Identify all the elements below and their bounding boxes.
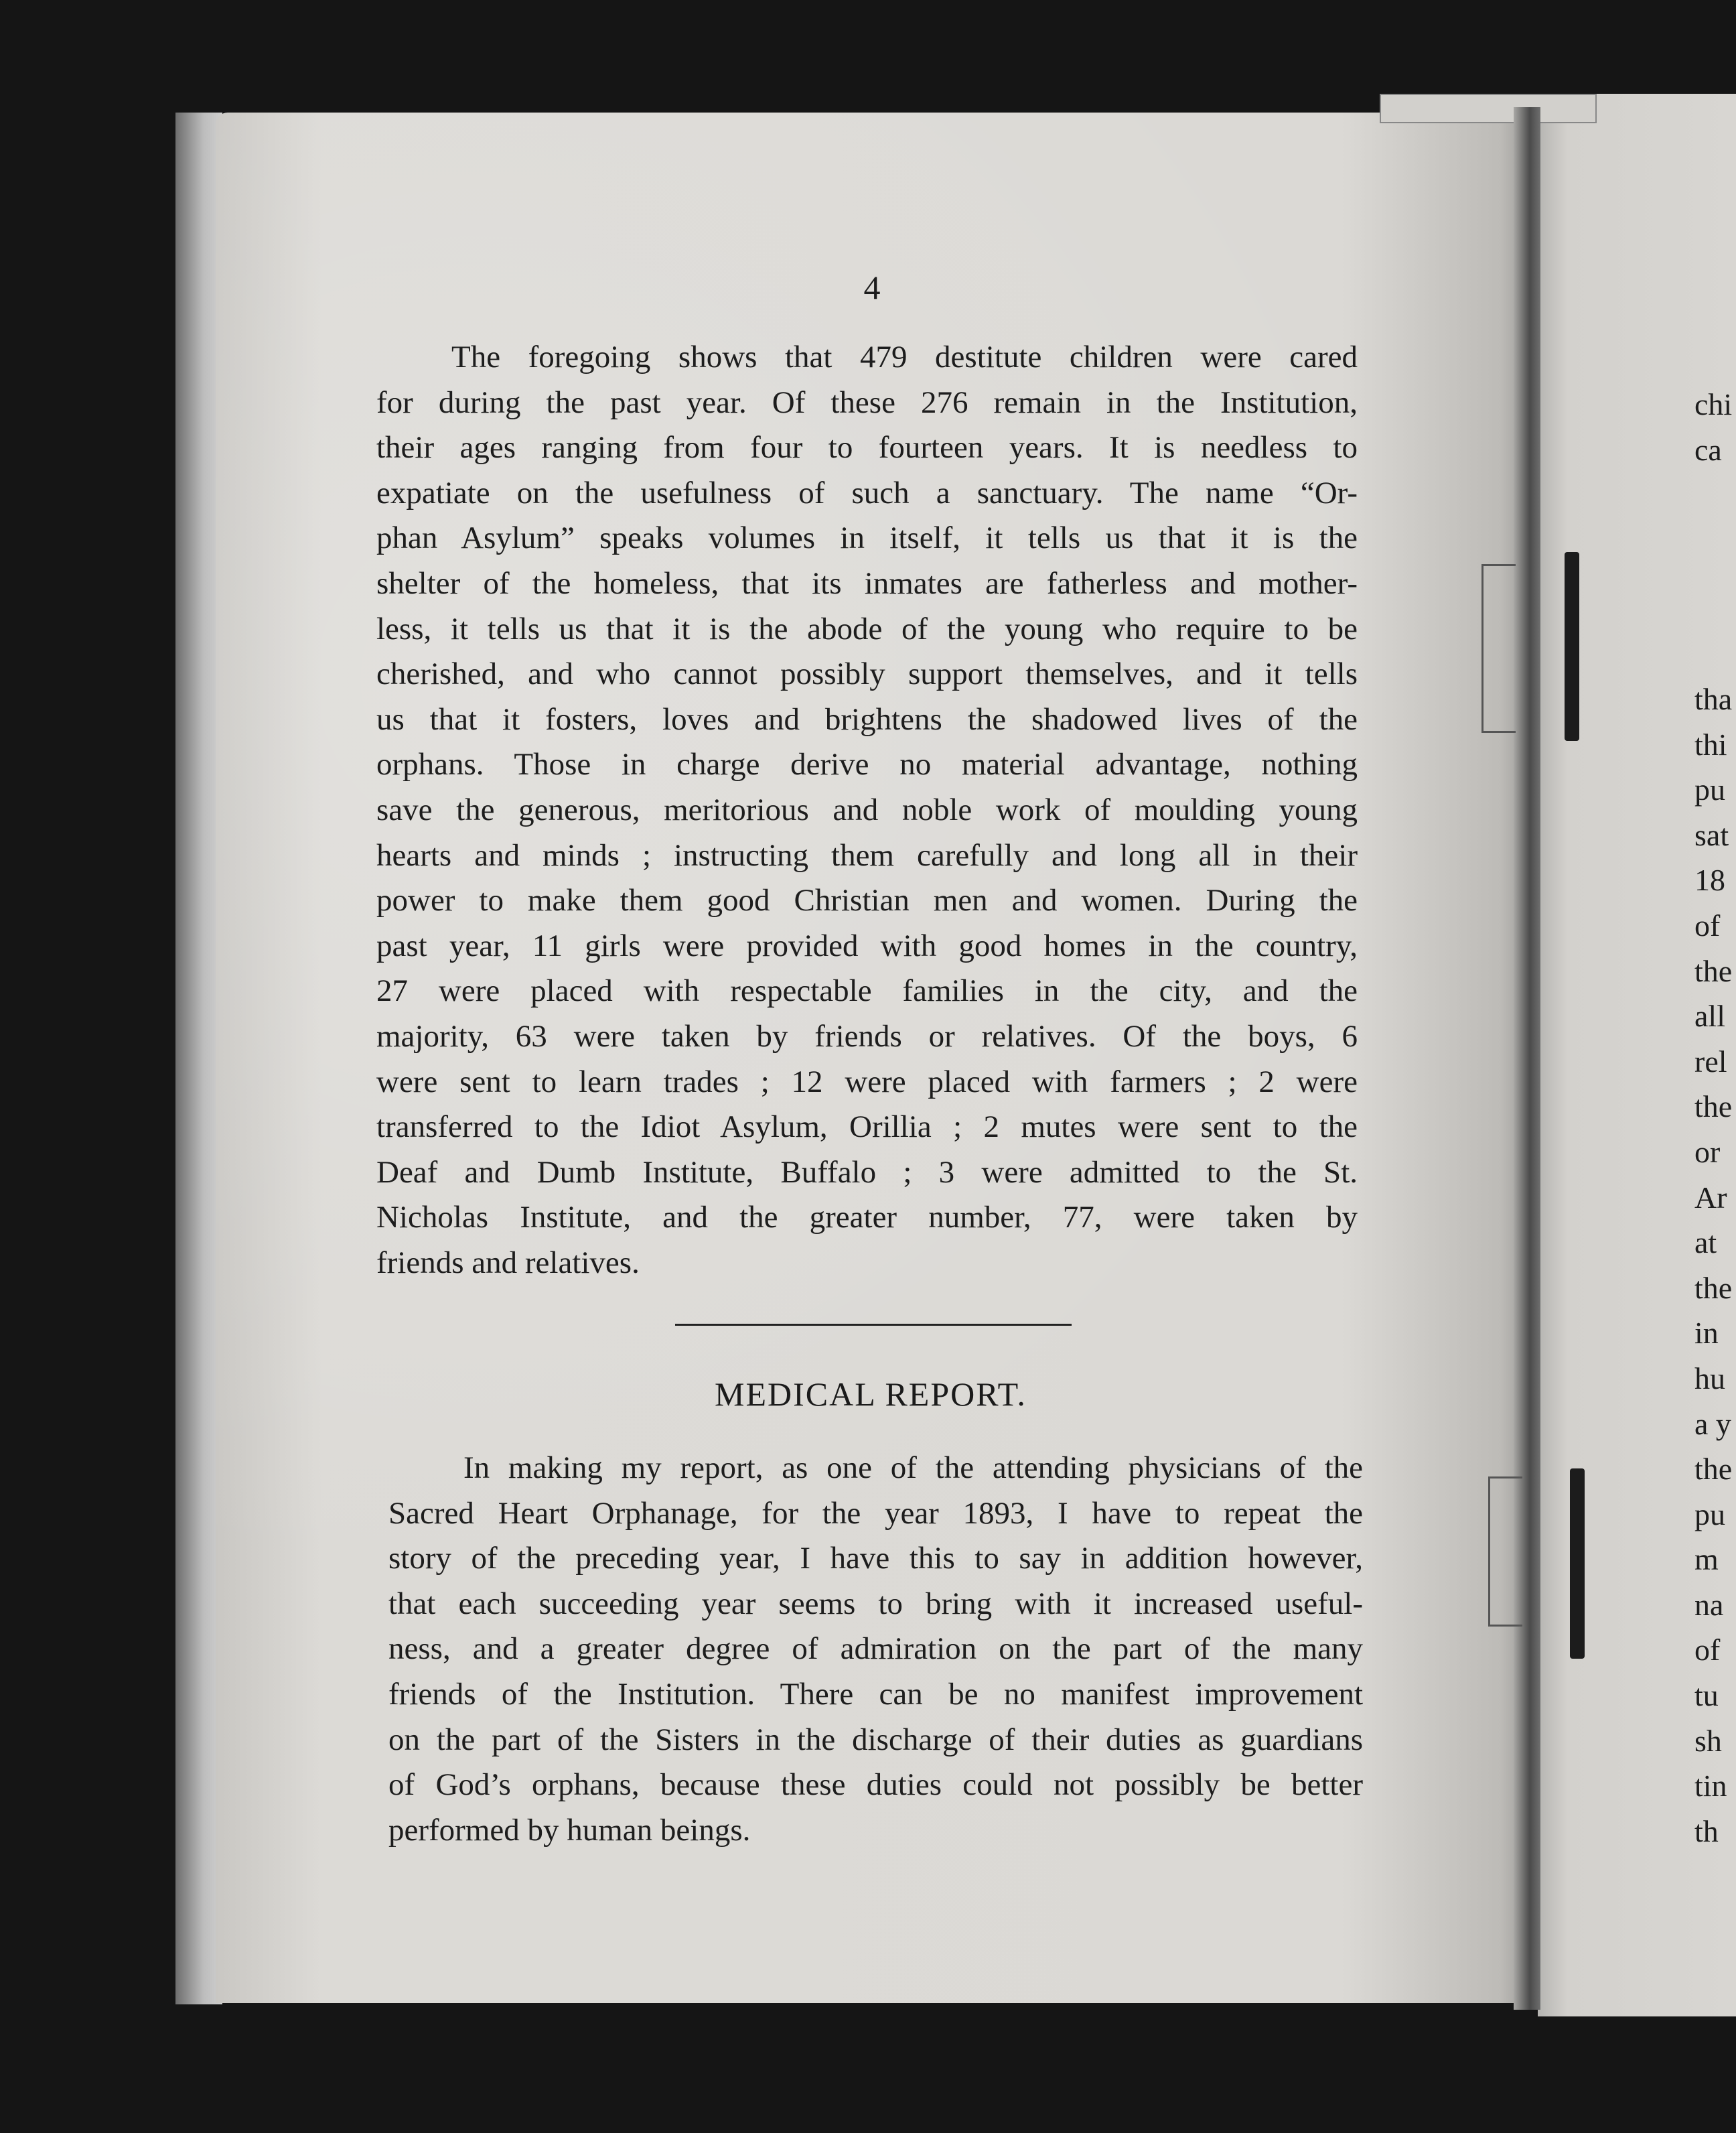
fragment-line: rel <box>1694 1044 1727 1079</box>
right-page-top-fragments <box>1694 382 1736 472</box>
right-page-column-fragments <box>1694 677 1736 1854</box>
text-line: friends and relatives. <box>376 1245 640 1280</box>
book-gutter <box>1514 107 1540 2010</box>
fragment-line: sat <box>1694 817 1729 852</box>
text-line: orphans. Those in charge derive no material advantage, nothing <box>376 747 1358 782</box>
fragment-line: chi <box>1694 387 1733 421</box>
fragment-line: tin <box>1694 1769 1727 1803</box>
text-line: less, it tells us that it is the abode of the young who require to be <box>376 611 1358 646</box>
text-line: that each succeeding year seems to bring with it increased useful- <box>388 1586 1363 1621</box>
paragraph-medical-report <box>388 1446 1363 1853</box>
text-line: majority, 63 were taken by friends or relatives. Of the boys, 6 <box>376 1018 1358 1054</box>
text-line: save the generous, meritorious and noble work of moulding young <box>376 792 1358 827</box>
paper-tab <box>1380 94 1597 123</box>
fragment-line: m <box>1694 1542 1719 1577</box>
text-line: Deaf and Dumb Institute, Buffalo ; 3 were admitted to the St. <box>376 1154 1358 1190</box>
text-line: shelter of the homeless, that its inmates are fatherless and mother- <box>376 565 1358 601</box>
text-line: on the part of the Sisters in the discharge of their duties as guardians <box>388 1722 1363 1757</box>
text-line: ness, and a greater degree of admiration on the part of the many <box>388 1631 1363 1667</box>
staple-bracket-top <box>1481 564 1516 733</box>
staple-top <box>1565 552 1579 741</box>
fragment-line: of <box>1694 908 1721 943</box>
staple-bracket-bottom <box>1488 1476 1522 1627</box>
fragment-line: 18 <box>1694 863 1725 898</box>
fragment-line: a y <box>1694 1406 1731 1441</box>
text-line: past year, 11 girls were provided with good homes in the country, <box>376 928 1358 963</box>
fragment-line: hu <box>1694 1361 1725 1395</box>
text-line: were sent to learn trades ; 12 were placed with farmers ; 2 were <box>376 1064 1358 1099</box>
fragment-line: the <box>1694 1452 1733 1487</box>
fragment-line: ca <box>1694 432 1722 467</box>
fragment-line: of <box>1694 1633 1721 1667</box>
fragment-line: the <box>1694 953 1733 988</box>
text-line: expatiate on the usefulness of such a sanctuary. The name “Or- <box>376 475 1358 510</box>
text-line: us that it fosters, loves and brightens the shadowed lives of the <box>376 701 1358 737</box>
section-divider <box>675 1324 1072 1326</box>
fragment-line: thi <box>1694 727 1727 762</box>
text-line: Nicholas Institute, and the greater number, 77, were taken by <box>376 1200 1358 1235</box>
text-line: In making my report, as one of the attending physicians of the <box>463 1450 1363 1485</box>
text-line: their ages ranging from four to fourteen years. It is needless to <box>376 430 1358 466</box>
text-line: hearts and minds ; instructing them carefully and long all in their <box>376 837 1358 873</box>
fragment-line: all <box>1694 999 1725 1034</box>
paragraph-orphan-report <box>376 335 1358 1286</box>
text-line: performed by human beings. <box>388 1812 751 1848</box>
text-line: story of the preceding year, I have this to say in addition however, <box>388 1541 1363 1576</box>
text-line: for during the past year. Of these 276 remain in the Institution, <box>376 385 1358 420</box>
fragment-line: Ar <box>1694 1180 1727 1215</box>
fragment-line: sh <box>1694 1723 1722 1758</box>
text-line: power to make them good Christian men and women. During the <box>376 883 1358 918</box>
fragment-line: tha <box>1694 682 1733 716</box>
fragment-line: the <box>1694 1270 1733 1305</box>
fragment-line: the <box>1694 1089 1733 1124</box>
fragment-line: na <box>1694 1587 1724 1622</box>
fragment-line: or <box>1694 1134 1721 1169</box>
fragment-line: tu <box>1694 1678 1719 1713</box>
text-line: of God’s orphans, because these duties could not possibly be better <box>388 1767 1363 1803</box>
text-line: friends of the Institution. There can be no manifest improvement <box>388 1676 1363 1712</box>
fragment-line: pu <box>1694 772 1725 807</box>
section-heading: MEDICAL REPORT. <box>715 1375 1027 1413</box>
fragment-line: at <box>1694 1225 1717 1260</box>
staple-bottom <box>1570 1468 1585 1659</box>
text-line: 27 were placed with respectable families in the city, and the <box>376 973 1358 1009</box>
text-line: transferred to the Idiot Asylum, Orillia ; 2 mutes were sent to the <box>376 1109 1358 1145</box>
text-line: phan Asylum” speaks volumes in itself, it tells us that it is the <box>376 521 1358 556</box>
text-line: cherished, and who cannot possibly support themselves, and it tells <box>376 657 1358 692</box>
fragment-line: pu <box>1694 1497 1725 1531</box>
text-line: Sacred Heart Orphanage, for the year 1893, I have to repeat the <box>388 1495 1363 1531</box>
text-line: The foregoing shows that 479 destitute children were cared <box>451 340 1358 374</box>
page-number: 4 <box>863 269 881 306</box>
fragment-line: th <box>1694 1813 1719 1848</box>
fragment-line: in <box>1694 1316 1719 1351</box>
